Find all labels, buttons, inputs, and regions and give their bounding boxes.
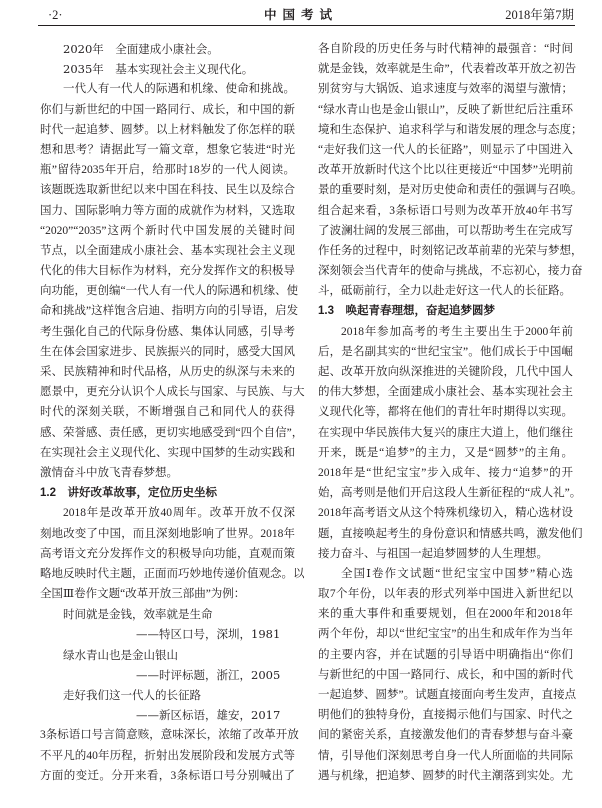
text-line: 组合起来看，3条标语口号则为改革开放40年书写 [318, 204, 573, 217]
text-line: 遇与机缘，把追梦、圆梦的时代主潮落到实处。尤 [318, 769, 573, 782]
text-line: 感、荣誉感、责任感，更切实地感受到“四个自信”， [40, 426, 304, 439]
slogan-source: ——新区标语，雄安，2017 [136, 708, 281, 723]
left-column [40, 39, 305, 786]
text-line: 考生强化自己的代际身份感、集体认同感，引导考 [40, 325, 295, 338]
text-line: 与新世纪的中国一路同行、成长，和中国的新时代 [318, 668, 573, 681]
slogan-line: 时间就是金钱，效率就是生命 [63, 607, 213, 622]
text-line: 时代一起追梦、圆梦。以上材料触发了你怎样的联 [40, 123, 295, 136]
text-line: “2020”“2035”这两个新时代中国发展的关键时间 [40, 224, 295, 237]
text-line: 高考语文充分发挥作文的积极导向功能，直观而策 [40, 547, 295, 560]
slogan-source: ——特区口号，深圳，1981 [136, 627, 281, 642]
text-line: “走好我们这一代人的长征路”，则显示了中国进入 [318, 143, 573, 156]
slogan-source: ——时评标题，浙江，2005 [136, 667, 281, 682]
text-line: 全国Ⅰ卷作文试题“世纪宝宝中国梦”精心选 [341, 567, 573, 580]
text-line: 深刻领会当代青年的使命与挑战，不忘初心，接力奋 [318, 265, 583, 278]
text-line: 采、民族精神和时代品格，从历史的纵深与未来的 [40, 366, 295, 378]
text-line: 接力奋斗、与祖国一起追梦圆梦的人生理想。 [318, 547, 548, 560]
text-line: 景的重要时刻，是对历史使命和责任的强调与召唤。 [318, 184, 583, 197]
text-line: 在实现中华民族伟大复兴的康庄大道上，他们继往 [318, 426, 573, 439]
text-line: 激情奋斗中放飞青春梦想。 [40, 466, 178, 479]
text-line: 国力、国际影响力等方面的成就作为材料，又选取 [40, 204, 295, 217]
text-line: 全国Ⅲ卷作文题“改革开放三部曲”为例： [40, 588, 246, 601]
slogan-line: 绿水青山也是金山银山 [63, 647, 178, 662]
text-line: 题，直接唤起考生的身份意识和情感共鸣，激发他们 [318, 527, 583, 540]
text-line: 向功能，更创编“一代人有一代人的际遇和机缘、使 [40, 285, 299, 298]
text-line: 间的紧密关系，直接激发他们的青春梦想与奋斗豪 [318, 729, 573, 742]
text-line: 方面的变迁。分开来看，3条标语口号分别喊出了 [40, 769, 295, 782]
text-line: 取7个年份，以年表的形式列举中国进入新世纪以 [318, 588, 573, 601]
page-number: ·2· [48, 8, 63, 22]
text-line: 开来，既是“追梦”的主力，又是“圆梦”的主角。 [318, 446, 573, 459]
text-line: 想和思考？请据此写一篇文章，想象它装进“时光 [40, 143, 295, 156]
text-line: 代化的伟大目标作为材料，充分发挥作文的积极导 [40, 265, 295, 278]
text-line: 刻地改变了中国，而且深刻地影响了世界。2018年 [40, 527, 295, 540]
text-line: 2018年参加高考的考生主要出生于2000年前 [341, 325, 573, 338]
text-line: 2018年是改革开放40周年。改革开放不仅深 [63, 507, 295, 520]
text-line: 你们与新世纪的中国一路同行、成长，和中国的新 [40, 103, 295, 116]
right-column [318, 39, 583, 786]
text-line: 别贫穷与大锅饭、追求速度与效率的渴望与激情； [318, 83, 573, 96]
text-line: 两个年份，却以“世纪宝宝”的出生和成年作为当年 [318, 628, 573, 641]
text-line: 了波澜壮阔的发展三部曲，可以帮助考生在完成写 [318, 224, 573, 237]
section-heading: 1.2 讲好改革故事，定位历史坐标 [40, 487, 217, 500]
section-heading: 1.3 唤起青春理想，奋起追梦圆梦 [318, 305, 495, 318]
text-line: 时代的深刻关联，不断增强自己和同代人的获得 [40, 406, 295, 419]
text-line: 始，高考则是他们开启这段人生新征程的“成人礼”。 [318, 487, 582, 500]
text-line: 在实现社会主义现代化、实现中国梦的生动实践和 [40, 446, 295, 459]
text-line: 情，引导他们深刻思考自身一代人所面临的共同际 [318, 749, 573, 762]
text-line: 3条标语口号言简意赅，意味深长，浓缩了改革开放 [40, 729, 299, 742]
text-line: 生在体会国家进步、民族振兴的同时，感受大国风 [40, 345, 295, 358]
text-line: 的主要内容，并在试题的引导语中明确指出“你们 [318, 648, 573, 661]
text-line: 瓶”留待2035年开启，给那时18岁的一代人阅读。 [40, 164, 295, 177]
text-line: 一代人有一代人的际遇和机缘、使命和挑战。 [63, 83, 295, 96]
text-line: 来的重大事件和重要规划，但在2000年和2018年 [318, 608, 573, 621]
text-line: 命和挑战”这样饱含启迪、指明方向的引导语，启发 [40, 305, 299, 318]
text-line: 斗，砥砺前行，全力以赴走好这一代人的长征路。 [318, 285, 571, 298]
text-line: 不平凡的40年历程，折射出发展阶段和发展方式等 [40, 749, 295, 762]
text-line: “绿水青山也是金山银山”，反映了新世纪后注重环 [318, 103, 573, 116]
text-line: 就是金钱，效率就是生命”，代表着改革开放之初告 [318, 63, 577, 76]
text-line: 略地反映时代主题，正面而巧妙地传递价值观念。以 [40, 567, 305, 580]
text-line: 节点，以全面建成小康社会、基本实现社会主义现 [40, 244, 295, 257]
text-line: 义现代化等，都将在他们的青壮年时期得以实现。 [318, 406, 573, 419]
text-line: 明他们的独特身份，直接揭示他们与国家、时代之 [318, 709, 573, 722]
text-line: 各自阶段的历史任务与时代精神的最强音：“时间 [318, 43, 573, 55]
text-line: 作任务的过程中，时刻铭记改革前辈的光荣与梦想， [318, 244, 583, 257]
text-line: 愿景中，更充分认识个人成长与国家、与民族、与大 [40, 386, 305, 399]
text-line: 2018年高考语文从这个特殊机缘切入，精心选材设 [318, 507, 573, 520]
slogan-line: 2020年 全面建成小康社会。 [63, 42, 219, 56]
slogan-line: 2035年 基本实现社会主义现代化。 [63, 62, 254, 77]
text-line: 一起追梦、圆梦”。试题直接面向考生发声，直接点 [318, 689, 577, 701]
text-line: 的伟大梦想，全面建成小康社会、基本实现社会主 [318, 386, 573, 399]
header-rule [38, 25, 575, 26]
journal-title: 中国考试 [263, 8, 338, 22]
text-line: 后，是名副其实的“世纪宝宝”。他们成长于中国崛 [318, 345, 573, 358]
text-line: 该题既选取新世纪以来中国在科技、民生以及综合 [40, 184, 295, 197]
slogan-line: 走好我们这一代人的长征路 [63, 688, 201, 702]
text-line: 境和生态保护、追求科学与和谐发展的理念与态度； [318, 123, 583, 136]
issue-label: 2018年第7期 [505, 8, 574, 22]
text-line: 2018年是“世纪宝宝”步入成年、接力“追梦”的开 [318, 466, 573, 479]
text-line: 改革开放新时代这个比以往更接近“中国梦”光明前 [318, 164, 573, 177]
text-line: 起、改革开放向纵深推进的关键阶段，几代中国人 [318, 366, 573, 378]
